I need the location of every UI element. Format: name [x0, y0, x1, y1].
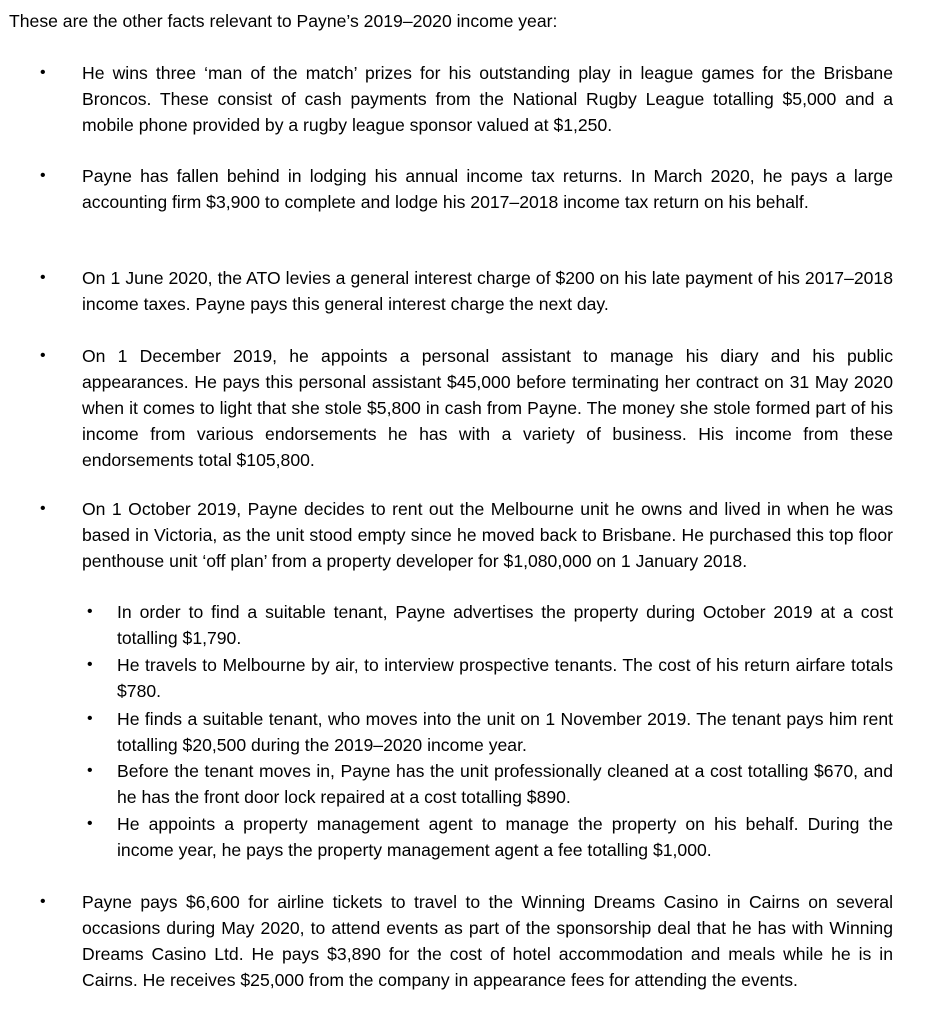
bullet-icon: •: [87, 656, 93, 673]
bullet-icon: •: [87, 710, 93, 727]
sub-item-advertising: [87, 599, 893, 651]
list-item-accounting: [40, 163, 893, 215]
sub-item-cleaning: [87, 758, 893, 810]
sub-item-text: He finds a suitable tenant, who moves into the unit on 1 November 2019. The tenant pays him rent totalling $20,500 during the 2019–2020 income year.: [117, 709, 893, 755]
sub-item-airfare: [87, 652, 893, 704]
list-item-rental: [40, 496, 893, 574]
bullet-icon: •: [87, 603, 93, 620]
sub-item-text: He travels to Melbourne by air, to interview prospective tenants. The cost of his return airfare totals $780.: [117, 655, 893, 701]
item-text: On 1 June 2020, the ATO levies a general interest charge of $200 on his late payment of his 2017–2018 income taxes. Payne pays this general interest charge the next day.: [82, 268, 893, 314]
bullet-icon: •: [87, 762, 93, 779]
list-item-assistant: [40, 343, 893, 473]
item-text: He wins three ‘man of the match’ prizes for his outstanding play in league games for the Brisbane Broncos. These consist of cash payments from the National Rugby League totalling $5,000 and a mobile phone provided by a rugby league sponsor valued at $1,250.: [82, 63, 893, 135]
bullet-icon: •: [40, 500, 46, 517]
list-item-prizes: [40, 60, 893, 138]
intro-paragraph: These are the other facts relevant to Payne’s 2019–2020 income year:: [9, 11, 558, 31]
item-text: Payne has fallen behind in lodging his annual income tax returns. In March 2020, he pays a large accounting firm $3,900 to complete and lodge his 2017–2018 income tax return on his behalf.: [82, 166, 893, 212]
bullet-icon: •: [40, 347, 46, 364]
sub-item-text: In order to find a suitable tenant, Payne advertises the property during October 2019 at a cost totalling $1,790.: [117, 602, 893, 648]
sub-item-text: He appoints a property management agent to manage the property on his behalf. During the income year, he pays the property management agent a fee totalling $1,000.: [117, 814, 893, 860]
item-text: On 1 December 2019, he appoints a personal assistant to manage his diary and his public appearances. He pays this personal assistant $45,000 before terminating her contract on 31 May 2020 when it comes to light that she stole $5,800 in cash from Payne. The money she stole formed part of his income from various endorsements he has with a variety of business. His income from these endorsements total $105,800.: [82, 346, 893, 470]
sub-item-agent: [87, 811, 893, 863]
sub-item-rent: [87, 706, 893, 758]
bullet-icon: •: [40, 893, 46, 910]
item-text: Payne pays $6,600 for airline tickets to travel to the Winning Dreams Casino in Cairns on several occasions during May 2020, to attend events as part of the sponsorship deal that he has with Winning Dreams Casino Ltd. He pays $3,890 for the cost of hotel accommodation and meals while he is in Cairns. He receives $25,000 from the company in appearance fees for attending the events.: [82, 892, 893, 990]
item-text: On 1 October 2019, Payne decides to rent out the Melbourne unit he owns and lived in when he was based in Victoria, as the unit stood empty since he moved back to Brisbane. He purchased this top floor penthouse unit ‘off plan’ from a property developer for $1,080,000 on 1 January 2018.: [82, 499, 893, 571]
sub-item-text: Before the tenant moves in, Payne has the unit professionally cleaned at a cost totalling $670, and he has the front door lock repaired at a cost totalling $890.: [117, 761, 893, 807]
list-item-casino: [40, 889, 893, 993]
bullet-icon: •: [40, 269, 46, 286]
bullet-icon: •: [87, 815, 93, 832]
list-item-interest: [40, 265, 893, 317]
bullet-icon: •: [40, 167, 46, 184]
bullet-icon: •: [40, 64, 46, 81]
